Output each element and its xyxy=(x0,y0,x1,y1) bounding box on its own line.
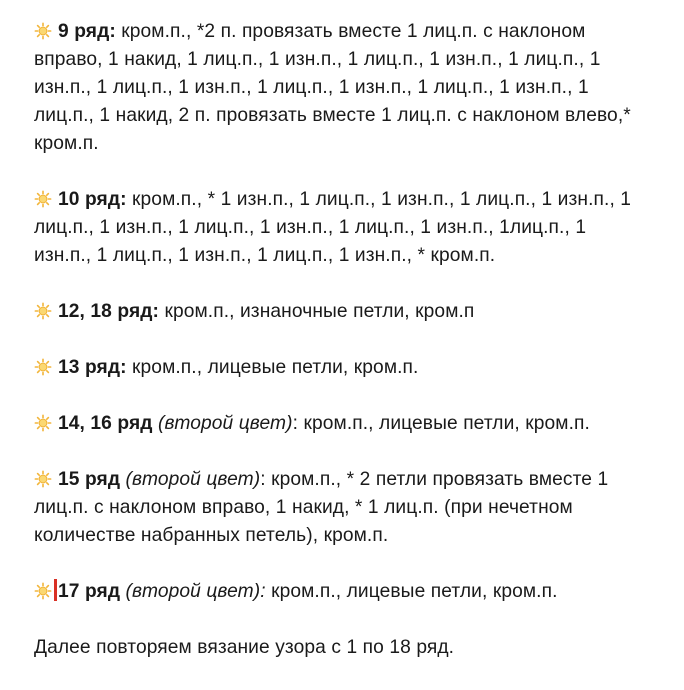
row-color-note: (второй цвет) xyxy=(152,413,293,434)
row-instructions: кром.п., *2 п. провязать вместе 1 лиц.п. с наклоном вправо, 1 накид, 1 лиц.п., 1 изн.п., 1 лиц.п., 1 изн.п., 1 лиц.п., 1 изн.п., 1 лиц.п., 1 изн.п., 1 лиц.п., 1 изн.п., 1 лиц.п., 1 изн.п., 1 лиц.п., 1 накид, 2 п. провязать вместе 1 лиц.п. с наклоном влево,* кром.п. xyxy=(34,21,631,154)
sun-icon xyxy=(34,582,52,600)
footer-note: Далее повторяем вязание узора с 1 по 18 ряд. xyxy=(34,637,455,658)
sun-icon xyxy=(34,470,52,488)
row-13 xyxy=(34,354,646,382)
row-color-note: (второй цвет): xyxy=(120,581,266,602)
row-instructions: кром.п., изнаночные петли, кром.п xyxy=(159,301,475,322)
row-12-18 xyxy=(34,298,646,326)
row-label: 17 ряд xyxy=(58,581,121,602)
row-label: 9 ряд: xyxy=(58,21,116,42)
sun-icon xyxy=(34,302,52,320)
row-label: 13 ряд: xyxy=(58,357,127,378)
row-instructions: кром.п., лицевые петли, кром.п. xyxy=(126,357,419,378)
document-body xyxy=(34,18,646,689)
row-17 xyxy=(34,578,646,606)
row-10 xyxy=(34,186,646,270)
text-cursor xyxy=(54,579,57,601)
row-instructions: кром.п., * 1 изн.п., 1 лиц.п., 1 изн.п., 1 лиц.п., 1 изн.п., 1 лиц.п., 1 изн.п., 1 лиц.п., 1 изн.п., 1 лиц.п., 1 изн.п., 1лиц.п., 1 изн.п., 1 лиц.п., 1 изн.п., 1 лиц.п., 1 изн.п., * кром.п. xyxy=(34,189,632,266)
row-instructions: : кром.п., лицевые петли, кром.п. xyxy=(292,413,590,434)
row-instructions: : кром.п., * 2 петли провязать вместе 1 лиц.п. с наклоном вправо, 1 накид, * 1 лиц.п. (при нечетном количестве набранных петель), кром.п. xyxy=(34,469,609,546)
row-label: 15 ряд xyxy=(58,469,121,490)
row-9 xyxy=(34,18,646,158)
row-instructions: кром.п., лицевые петли, кром.п. xyxy=(265,581,558,602)
row-label: 10 ряд: xyxy=(58,189,127,210)
sun-icon xyxy=(34,190,52,208)
row-label: 12, 18 ряд: xyxy=(58,301,160,322)
sun-icon xyxy=(34,358,52,376)
sun-icon xyxy=(34,414,52,432)
row-14-16 xyxy=(34,410,646,438)
row-15 xyxy=(34,466,646,550)
row-label: 14, 16 ряд xyxy=(58,413,153,434)
row-color-note: (второй цвет) xyxy=(120,469,261,490)
sun-icon xyxy=(34,22,52,40)
